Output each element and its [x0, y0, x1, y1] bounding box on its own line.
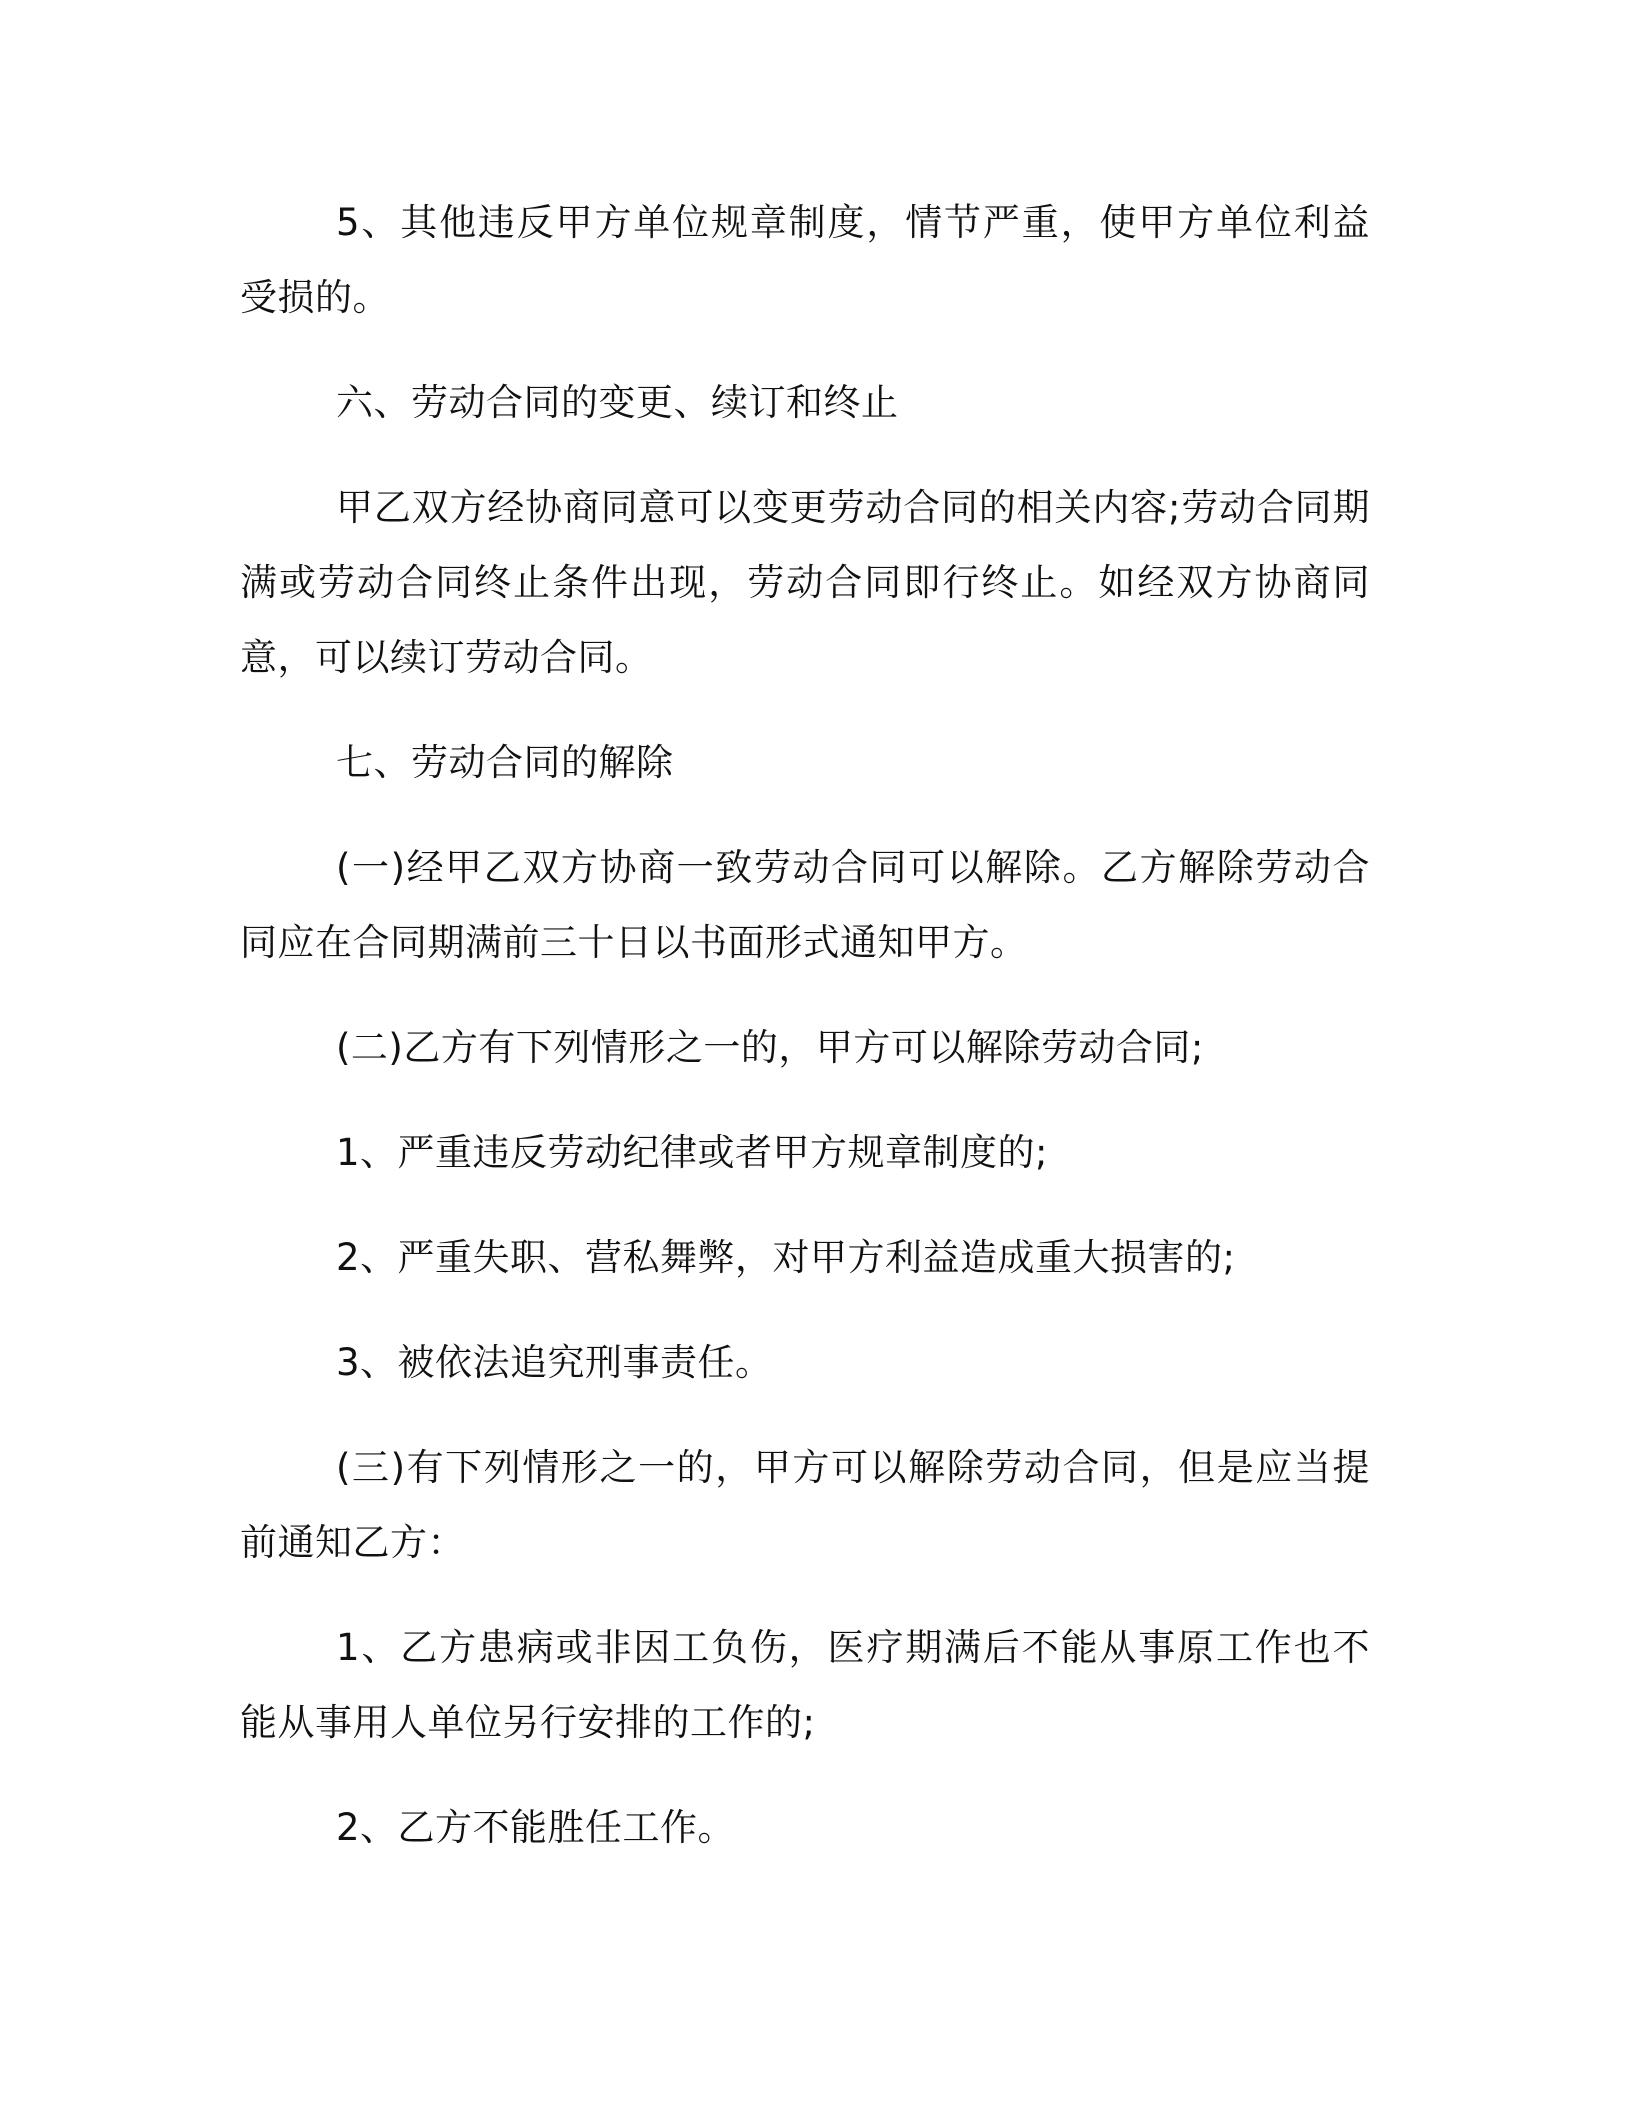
paragraph-termination-1: (一)经甲乙双方协商一致劳动合同可以解除。乙方解除劳动合同应在合同期满前三十日以书面形式通知甲方。 [240, 846, 1370, 964]
list-item-3: 3、被依法追究刑事责任。 [336, 1341, 773, 1384]
list-item-1: 1、严重违反劳动纪律或者甲方规章制度的; [336, 1131, 1049, 1174]
list-item-2: 2、严重失职、营私舞弊，对甲方利益造成重大损害的; [336, 1236, 1236, 1279]
paragraph-contract-change: 甲乙双方经协商同意可以变更劳动合同的相关内容;劳动合同期满或劳动合同终止条件出现，劳动合同即行终止。如经双方协商同意，可以续订劳动合同。 [240, 486, 1370, 679]
document-body [240, 185, 1370, 1895]
paragraph-termination-3: (三)有下列情形之一的，甲方可以解除劳动合同，但是应当提前通知乙方： [240, 1446, 1370, 1564]
list-item-incompetence: 2、乙方不能胜任工作。 [336, 1806, 736, 1849]
list-item-illness: 1、乙方患病或非因工负伤，医疗期满后不能从事原工作也不能从事用人单位另行安排的工作的; [240, 1626, 1370, 1744]
paragraph-clause-5: 5、其他违反甲方单位规章制度，情节严重，使甲方单位利益受损的。 [240, 201, 1370, 319]
section-heading-6: 六、劳动合同的变更、续订和终止 [336, 381, 899, 424]
section-heading-7: 七、劳动合同的解除 [336, 741, 674, 784]
paragraph-termination-2: (二)乙方有下列情形之一的，甲方可以解除劳动合同; [336, 1026, 1204, 1069]
